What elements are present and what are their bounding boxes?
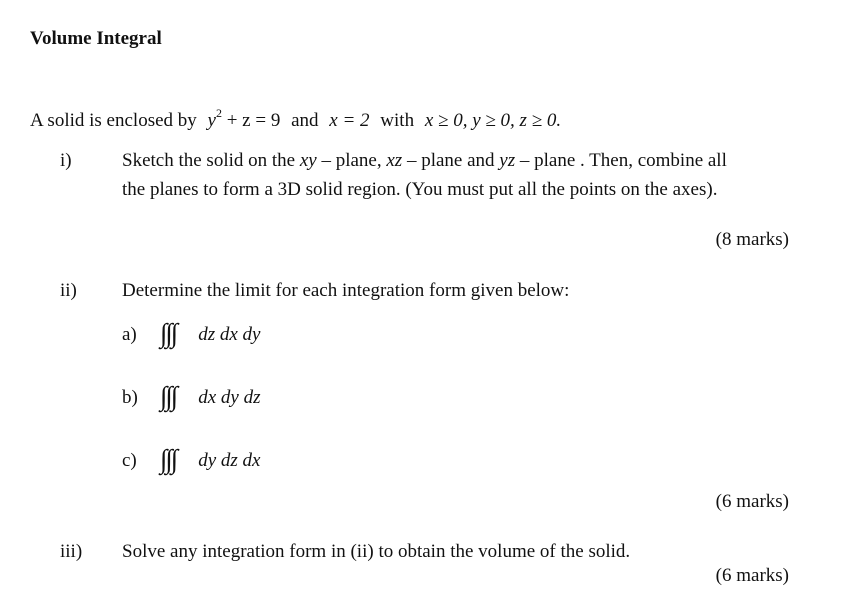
and-word: and: [291, 110, 319, 131]
integral-item-c: [122, 442, 260, 473]
part-iii-number: iii): [60, 541, 83, 562]
part-i-number: i): [60, 150, 72, 171]
part-i-line2: the planes to form a 3D solid region. (You must put all the points on the axes).: [122, 179, 718, 200]
part-ii-marks: (6 marks): [715, 491, 789, 512]
part-i-line1: Sketch the solid on the xy – plane, xz – plane and yz – plane . Then, combine all: [122, 150, 727, 171]
equation-cylinder: $y^2 + z = 9$: [207, 106, 281, 131]
triple-integral-symbol: ∫∫∫: [160, 381, 177, 411]
domain-conditions: x ≥ 0, y ≥ 0, z ≥ 0.: [424, 110, 562, 131]
part-ii-text: Determine the limit for each integration form given below:: [122, 280, 570, 301]
with-word: with: [380, 110, 415, 131]
part-i-marks: (8 marks): [715, 229, 789, 250]
part-iii-text: Solve any integration form in (ii) to obtain the volume of the solid.: [122, 541, 631, 562]
page-title: Volume Integral: [30, 28, 162, 49]
integration-order: dx dy dz: [198, 387, 261, 408]
part-iii-marks: (6 marks): [715, 565, 789, 586]
integral-item-b: [122, 379, 260, 410]
item-label: b): [122, 387, 138, 408]
problem-statement: [30, 106, 561, 132]
integration-order: dy dz dx: [198, 450, 261, 471]
triple-integral-symbol: ∫∫∫: [160, 318, 177, 348]
triple-integral-symbol: ∫∫∫: [160, 444, 177, 474]
item-label: a): [122, 324, 137, 345]
equation-plane: x = 2: [329, 110, 370, 131]
integral-item-a: [122, 316, 260, 347]
item-label: c): [122, 450, 137, 471]
part-ii-number: ii): [60, 280, 77, 301]
integration-order: dz dx dy: [198, 324, 261, 345]
intro-prefix: A solid is enclosed by: [30, 110, 197, 131]
